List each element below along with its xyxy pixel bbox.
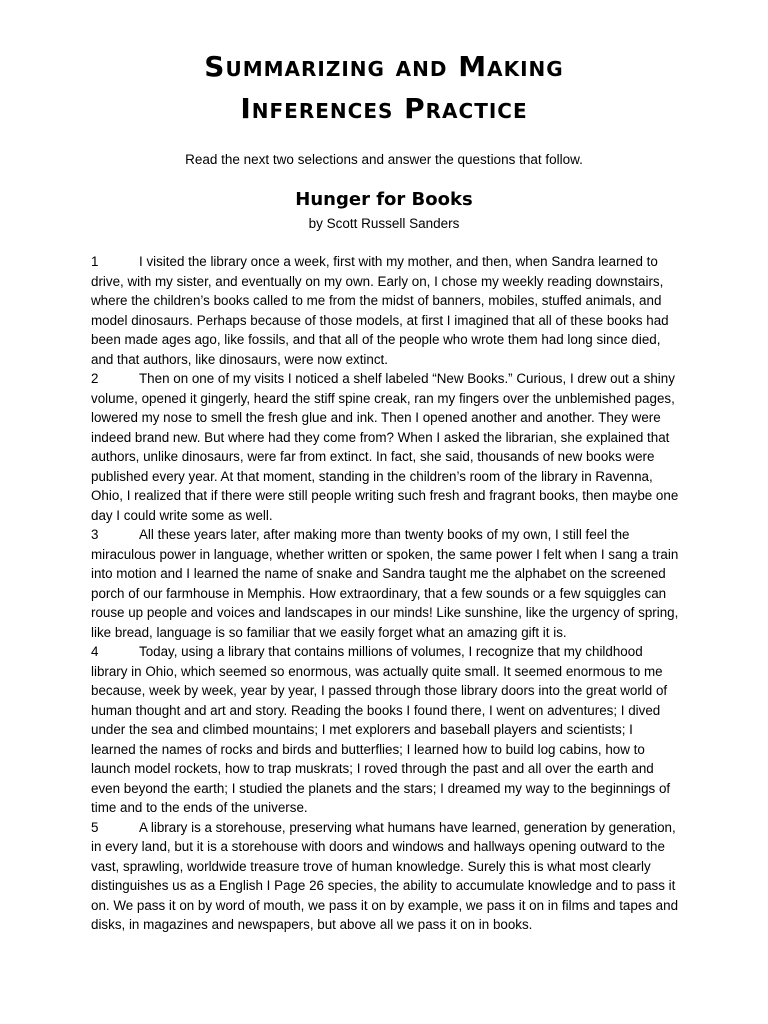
page-title <box>0 46 768 130</box>
page-title-line-2: Inferences Practice <box>240 92 528 125</box>
paragraph-number: 5 <box>91 819 99 835</box>
paragraph-number: 1 <box>91 254 99 269</box>
paragraph-4 <box>91 642 681 818</box>
paragraph-2 <box>91 369 681 525</box>
paragraph-text: Today, using a library that contains millions of volumes, I recognize that my childhood library in Ohio, which seemed so enormous, was actually quite small. It seemed enormous to me because, week by week, year by year, I passed through those library doors into the great world of human thought and art and story. Reading the books I found there, I went on adventures; I dived under the sea and climbed mountains; I met explorers and baseball players and scientists; I learned the names of rocks and birds and butterflies; I learned how to build log cabins, how to launch model rockets, how to trap muskrats; I roved through the past and all over the earth and even beyond the earth; I studied the planets and the stars; I dreamed my way to the beginnings of time and to the ends of the universe. <box>91 644 671 815</box>
paragraph-number: 2 <box>91 371 99 386</box>
paragraph-number: 3 <box>91 527 99 542</box>
paragraph-text: A library is a storehouse, preserving what humans have learned, generation by generation, in every land, but it is a storehouse with doors and windows and hallways opening outward to the vast, sprawling, worldwide treasure trove of human knowledge. Surely this is what most clearly distinguishes us as a English I Page 26 species, the ability to accumulate knowledge and to pass it on. We pass it on by word of mouth, we pass it on by example, we pass it on in films and tapes and disks, in magazines and newspapers, but above all we pass it on in books. <box>91 819 679 932</box>
paragraph-3 <box>91 525 681 642</box>
story-title: Hunger for Books <box>295 189 473 210</box>
paragraph-1 <box>91 252 681 369</box>
paragraph-text: Then on one of my visits I noticed a shelf labeled “New Books.” Curious, I drew out a shiny volume, opened it gingerly, heard the stiff spine creak, ran my fingers over the unblemished pages, lowered my nose to smell the fresh glue and ink. Then I opened another and another. They were indeed brand new. But where had they come from? When I asked the librarian, she explained that authors, unlike dinosaurs, were far from extinct. In fact, she said, thousands of new books were published every year. At that moment, standing in the children’s room of the library in Ravenna, Ohio, I realized that if there were still people writing such fresh and fragrant books, then maybe one day I could write some as well. <box>91 371 679 523</box>
instructions-text: Read the next two selections and answer the questions that follow. <box>185 152 583 167</box>
paragraph-text: All these years later, after making more than twenty books of my own, I still feel the miraculous power in language, whether written or spoken, the same power I felt when I sang a train into motion and I learned the name of snake and Sandra taught me the alphabet on the screened porch of our farmhouse in Memphis. How extraordinary, that a few sounds or a few squiggles can rouse up people and voices and landscapes in our minds! Like sunshine, like the urgency of spring, like bread, language is so familiar that we easily forget what an amazing gift it is. <box>91 527 679 640</box>
paragraph-text: I visited the library once a week, first with my mother, and then, when Sandra learned to drive, with my sister, and eventually on my own. Early on, I chose my weekly reading downstairs, where the children’s books called to me from the midst of banners, mobiles, stuffed animals, and model dinosaurs. Perhaps because of those models, at first I imagined that all of these books had been made ages ago, like fossils, and that all of the people who wrote them had long since died, and that authors, like dinosaurs, were now extinct. <box>91 254 669 367</box>
story-byline: by Scott Russell Sanders <box>308 216 460 231</box>
paragraph-number: 4 <box>91 644 99 659</box>
paragraph-5 <box>91 818 681 935</box>
page-title-line-1: Summarizing and Making <box>204 50 564 83</box>
story-body <box>91 252 681 935</box>
